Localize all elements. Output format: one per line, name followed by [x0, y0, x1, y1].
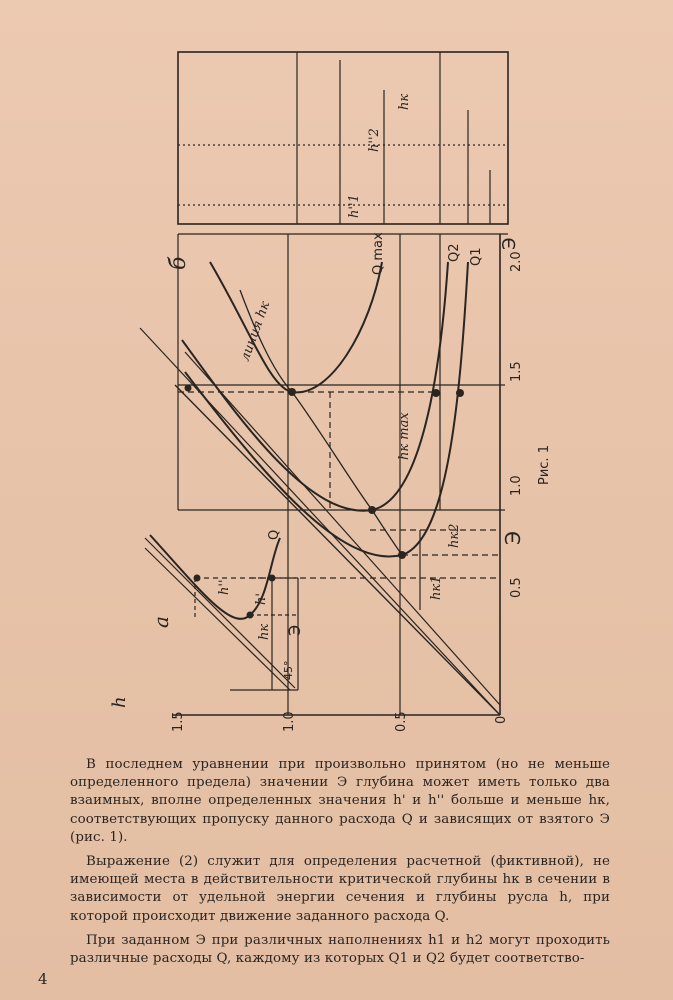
forty-five-degree-line: [175, 385, 500, 715]
label-hk-max: hк max: [397, 412, 412, 460]
label-h1-top: h''1: [347, 194, 362, 218]
energy-tick-1-5: 1.5: [509, 361, 524, 382]
curve-q-small: [150, 535, 280, 619]
label-line-hk: линия hк: [237, 299, 274, 364]
paragraph-3: При заданном Э при различных наполнениях h1 и h2 могут проходить различные расходы Q, каждому из которых Q1 и Q2 будет соответство-: [70, 932, 610, 967]
energy-tick-2-0: 2.0: [509, 251, 524, 272]
h-tick-0: 0: [494, 715, 509, 724]
body-text: [70, 756, 610, 974]
label-h2-top: h''2: [367, 128, 382, 152]
label-energy-large: Э: [501, 531, 525, 545]
label-hk2: hк2: [447, 523, 462, 548]
label-q-small: Q: [267, 529, 282, 540]
energy-tick-1-0: 1.0: [509, 475, 524, 496]
curve-qmax: [210, 262, 382, 392]
label-hk-top: hк: [397, 93, 412, 110]
h-tick-1-5: 1.5: [171, 711, 186, 732]
label-q2: Q2: [447, 243, 462, 262]
panel-label-b: б: [166, 256, 191, 270]
page-number: 4: [38, 970, 48, 988]
paragraph-2: Выражение (2) служит для определения расчетной (фиктивной), не имеющей места в действительности критической глубины hк в сечении в зависимости от удельной энергии сечения и глубины русла h, при которой происходит движение заданного расхода Q.: [70, 854, 610, 924]
label-qmax: Q max: [371, 232, 386, 275]
channel-section-frame: [178, 52, 508, 224]
label-energy-small: Э: [285, 624, 304, 636]
label-hk1: hк1: [429, 575, 444, 600]
panel-label-a: а: [149, 616, 173, 628]
label-h-prime: h': [254, 593, 269, 605]
line-hk: [237, 290, 402, 555]
axis-label-energy: Э: [499, 237, 520, 250]
paragraph-1: В последнем уравнении при произвольно принятом (но не меньше определенного предела) значении Э глубина может иметь только два взаимных, вполне определенных значения h' и h'' больше и меньше hк, соответствующих пропуску данного расхода Q и зависящих от взятого Э (рис. 1).: [70, 757, 610, 845]
label-q1: Q1: [469, 247, 484, 266]
label-h-dprime: h'': [217, 579, 232, 595]
h-tick-1-0: 1.0: [282, 711, 297, 732]
energy-tick-0-5: 0.5: [509, 577, 524, 598]
h-tick-0-5: 0.5: [394, 711, 409, 732]
figure-caption: Рис. 1: [537, 445, 552, 485]
label-hk-small: hк: [257, 623, 272, 640]
curve-q1: [185, 262, 468, 557]
label-angle: 45°: [282, 660, 295, 680]
axis-label-h: h: [109, 696, 130, 708]
